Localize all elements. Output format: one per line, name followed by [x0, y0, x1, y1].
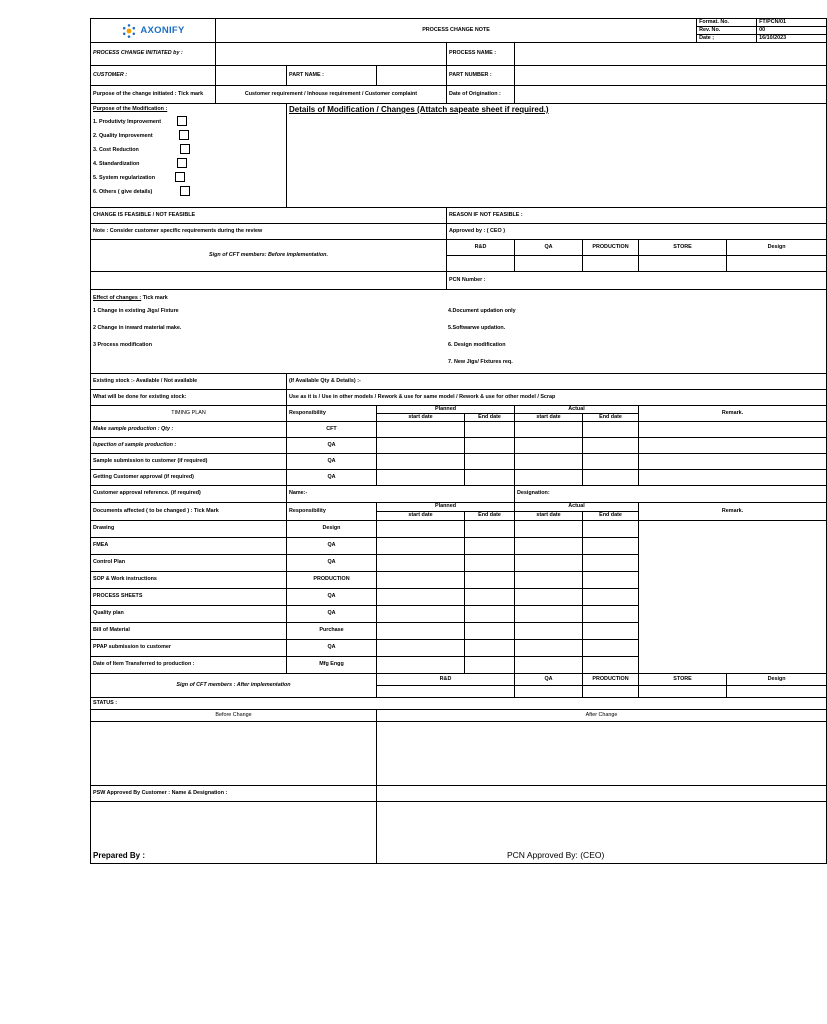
checkbox-cost[interactable]: [180, 144, 190, 154]
cell[interactable]: [515, 538, 583, 555]
psw-approved-field[interactable]: [377, 786, 827, 802]
what-done-label: What will be done for existing stock:: [91, 390, 287, 406]
table-row: [91, 470, 827, 486]
sign-before-design[interactable]: [727, 256, 827, 272]
table-row: [91, 454, 827, 470]
cell[interactable]: [377, 470, 465, 486]
cell[interactable]: [465, 438, 515, 454]
cell[interactable]: [377, 438, 465, 454]
cell[interactable]: [465, 623, 515, 640]
cell[interactable]: [515, 623, 583, 640]
cell[interactable]: [515, 521, 583, 538]
doc-name: Quality plan: [91, 606, 287, 623]
process-name-field[interactable]: [515, 43, 827, 66]
dept-production: PRODUCTION: [583, 240, 639, 256]
cell[interactable]: [583, 422, 639, 438]
cell[interactable]: [465, 470, 515, 486]
logo-cell: [91, 19, 216, 43]
docs-planned-header: Planned: [377, 503, 515, 512]
docs-actual-start: start date: [515, 512, 583, 521]
process-change-note-form: [90, 18, 827, 864]
purpose-modification-cell: [91, 104, 287, 208]
cell[interactable]: [377, 572, 465, 589]
cell[interactable]: [583, 521, 639, 538]
cell[interactable]: [465, 454, 515, 470]
modification-item: 5. System regularization: [93, 171, 284, 185]
actual-end-header: End date: [583, 414, 639, 422]
cell[interactable]: [515, 454, 583, 470]
planned-end-header: End date: [465, 414, 515, 422]
cell[interactable]: [583, 538, 639, 555]
use-options[interactable]: Use as it is / Use in other models / Rework & use for same model / Rework & use for other model / Scrap: [287, 390, 827, 406]
sign-before-qa[interactable]: [515, 256, 583, 272]
sign-after-qa[interactable]: [515, 686, 583, 698]
actual-start-header: start date: [515, 414, 583, 422]
axonify-logo-icon: [121, 23, 137, 39]
format-no-value: FT/PCN/01: [757, 19, 827, 27]
effect-changes-cell[interactable]: [91, 290, 827, 374]
details-modification-cell[interactable]: [287, 104, 827, 208]
cell[interactable]: [377, 657, 465, 674]
doc-resp: QA: [287, 538, 377, 555]
cell[interactable]: [465, 422, 515, 438]
checkbox-quality[interactable]: [179, 130, 189, 140]
name-label[interactable]: Name:-: [287, 486, 515, 503]
modification-item: 1. Produtivty Improvement: [93, 115, 284, 129]
timing-resp: QA: [287, 470, 377, 486]
logo-text: AXONIFY: [140, 24, 185, 36]
cell[interactable]: [639, 422, 827, 438]
effect-item: 5.Softwarwe updation.: [448, 325, 506, 331]
cell[interactable]: [465, 640, 515, 657]
cell[interactable]: [515, 640, 583, 657]
cell[interactable]: [583, 555, 639, 572]
cell[interactable]: [377, 640, 465, 657]
pcn-number-label: PCN Number :: [447, 272, 827, 290]
cell[interactable]: [639, 470, 827, 486]
sign-before-rnd[interactable]: [447, 256, 515, 272]
prepared-by-cell[interactable]: [91, 802, 377, 864]
doc-name: FMEA: [91, 538, 287, 555]
rev-no-value: 00: [757, 27, 827, 35]
docs-actual-header: Actual: [515, 503, 639, 512]
dept-rnd: R&D: [447, 240, 515, 256]
if-available-label: (If Available Qty & Details) :-: [287, 374, 827, 390]
doc-resp: Purchase: [287, 623, 377, 640]
cell[interactable]: [377, 454, 465, 470]
note-text: Note : Consider customer specific requirements during the review: [91, 224, 447, 240]
doc-resp: QA: [287, 589, 377, 606]
cell[interactable]: [515, 470, 583, 486]
cell[interactable]: [583, 657, 639, 674]
cell[interactable]: [465, 521, 515, 538]
cell[interactable]: [515, 657, 583, 674]
cell[interactable]: [515, 555, 583, 572]
modification-item: 6. Others ( give details): [93, 185, 284, 199]
docs-title: Documents affected ( to be changed ) : Tick Mark: [91, 503, 287, 521]
effect-item: 2 Change in inward material make.: [93, 325, 182, 331]
timing-plan-title: TIMING PLAN: [91, 406, 287, 422]
sign-before-label: Sign of CFT members: Before implementation.: [91, 240, 447, 272]
timing-task: Make sample production : Qty :: [91, 422, 287, 438]
designation-label[interactable]: Designation:: [515, 486, 827, 503]
checkbox-productivity[interactable]: [177, 116, 187, 126]
details-modification-title: Details of Modification / Changes (Attatch sapeate sheet if required.): [289, 105, 549, 114]
dept-qa: QA: [515, 674, 583, 686]
cell[interactable]: [515, 422, 583, 438]
table-row: [91, 521, 827, 538]
doc-name: SOP & Work instructions: [91, 572, 287, 589]
doc-name: Date of Item Transferred to production :: [91, 657, 287, 674]
after-change-area[interactable]: [377, 722, 827, 786]
docs-planned-start: start date: [377, 512, 465, 521]
cell[interactable]: [465, 555, 515, 572]
docs-responsibility-header: Responsibility: [287, 503, 377, 521]
customer-field[interactable]: [216, 66, 287, 86]
form-title: PROCESS CHANGE NOTE: [216, 19, 697, 43]
checkbox-system[interactable]: [175, 172, 185, 182]
cell[interactable]: [377, 422, 465, 438]
customer-label: CUSTOMER :: [91, 66, 216, 86]
format-no-label: Format. No.: [697, 19, 757, 27]
cell[interactable]: [583, 623, 639, 640]
dept-store: STORE: [639, 674, 727, 686]
before-change-area[interactable]: [91, 722, 377, 786]
sign-after-store[interactable]: [639, 686, 727, 698]
timing-resp: CFT: [287, 422, 377, 438]
cell[interactable]: [465, 572, 515, 589]
before-change-header: Before Change: [91, 710, 377, 722]
initiated-by-field[interactable]: [216, 43, 447, 66]
process-name-label: PROCESS NAME :: [447, 43, 515, 66]
part-number-field[interactable]: [515, 66, 827, 86]
purpose-modification-title: Purpose of the Modification :: [93, 106, 168, 112]
doc-resp: Mfg Engg: [287, 657, 377, 674]
cell[interactable]: [583, 606, 639, 623]
sign-after-label: Sign of CFT members : After implementation: [91, 674, 377, 698]
cell[interactable]: [377, 538, 465, 555]
sign-before-production[interactable]: [583, 256, 639, 272]
sign-before-store[interactable]: [639, 256, 727, 272]
effect-item: 7. New Jigs/ Fixtures req.: [448, 359, 513, 365]
sign-after-production[interactable]: [583, 686, 639, 698]
planned-header: Planned: [377, 406, 515, 414]
table-row: [91, 422, 827, 438]
date-origination-label: Date of Origination :: [447, 86, 515, 104]
cell[interactable]: [377, 521, 465, 538]
effect-item: 1 Change in existing Jigs/ Fixture: [93, 308, 179, 314]
modification-item: 3. Cost Reduction: [93, 143, 284, 157]
doc-resp: Design: [287, 521, 377, 538]
cell[interactable]: [465, 657, 515, 674]
checkbox-others[interactable]: [180, 186, 190, 196]
effect-tick: Tick mark: [142, 295, 168, 301]
prepared-by-label: Prepared By :: [93, 851, 146, 861]
dept-rnd: R&D: [377, 674, 515, 686]
cell[interactable]: [639, 438, 827, 454]
doc-resp: QA: [287, 606, 377, 623]
part-name-field[interactable]: [377, 66, 447, 86]
feasible-label[interactable]: CHANGE IS FEASIBLE / NOT FEASIBLE: [91, 208, 447, 224]
cell[interactable]: [377, 623, 465, 640]
timing-task: Ispection of sample production :: [91, 438, 287, 454]
docs-actual-end: End date: [583, 512, 639, 521]
cell[interactable]: [515, 606, 583, 623]
timing-task: Sample submission to customer (if required): [91, 454, 287, 470]
responsibility-header: Responsibility: [287, 406, 377, 422]
doc-name: Bill of Material: [91, 623, 287, 640]
dept-design: Design: [727, 240, 827, 256]
doc-resp: PRODUCTION: [287, 572, 377, 589]
table-row: [91, 438, 827, 454]
cell[interactable]: [377, 606, 465, 623]
cell[interactable]: [377, 555, 465, 572]
cell[interactable]: [465, 538, 515, 555]
cell[interactable]: [583, 589, 639, 606]
cell[interactable]: [639, 454, 827, 470]
doc-name: Drawing: [91, 521, 287, 538]
sign-after-rnd[interactable]: [377, 686, 515, 698]
timing-resp: QA: [287, 454, 377, 470]
part-number-label: PART NUMBER :: [447, 66, 515, 86]
cell[interactable]: [515, 589, 583, 606]
actual-header: Actual: [515, 406, 639, 414]
cell[interactable]: [515, 438, 583, 454]
date-origination-field[interactable]: [515, 86, 827, 104]
dept-store: STORE: [639, 240, 727, 256]
cell[interactable]: [583, 470, 639, 486]
modification-item: 2. Quality Improvement: [93, 129, 284, 143]
modification-item: 4. Standardization: [93, 157, 284, 171]
doc-resp: QA: [287, 555, 377, 572]
cell[interactable]: [465, 589, 515, 606]
initiated-by-label: PROCESS CHANGE INITIATED by :: [91, 43, 216, 66]
planned-start-header: start date: [377, 414, 465, 422]
checkbox-standardization[interactable]: [177, 158, 187, 168]
reason-label: REASON IF NOT FEASIBLE :: [447, 208, 827, 224]
cust-ref-label: Customer approval reference. (if required): [91, 486, 287, 503]
timing-resp: QA: [287, 438, 377, 454]
docs-remark-cell[interactable]: [639, 521, 827, 674]
effect-item: 3 Process modification: [93, 342, 153, 348]
timing-task: Getting Customer approval (if required): [91, 470, 287, 486]
sign-after-design[interactable]: [727, 686, 827, 698]
date-label: Date ;: [697, 35, 757, 43]
pcn-blank: [91, 272, 447, 290]
cell[interactable]: [377, 589, 465, 606]
dept-design: Design: [727, 674, 827, 686]
status-label[interactable]: STATUS :: [91, 698, 827, 710]
cell[interactable]: [583, 640, 639, 657]
cell[interactable]: [515, 572, 583, 589]
approved-by-label: Approved by : ( CEO ): [447, 224, 827, 240]
remark-header: Remark.: [639, 406, 827, 422]
doc-name: PROCESS SHEETS: [91, 589, 287, 606]
docs-remark-header: Remark.: [639, 503, 827, 521]
purpose-options[interactable]: Customer requirement / Inhouse requirement / Customer complaint: [216, 86, 447, 104]
cell[interactable]: [583, 454, 639, 470]
psw-approved-label: PSW Approved By Customer : Name & Designation :: [91, 786, 377, 802]
effect-title: Effect of changes :: [93, 295, 142, 301]
docs-planned-end: End date: [465, 512, 515, 521]
cell[interactable]: [465, 606, 515, 623]
dept-qa: QA: [515, 240, 583, 256]
doc-name: Control Plan: [91, 555, 287, 572]
effect-item: 4.Document updation only: [448, 308, 516, 314]
doc-name: PPAP submission to customer: [91, 640, 287, 657]
cell[interactable]: [583, 438, 639, 454]
dept-production: PRODUCTION: [583, 674, 639, 686]
rev-no-label: Rev. No.: [697, 27, 757, 35]
doc-resp: QA: [287, 640, 377, 657]
after-change-header: After Change: [377, 710, 827, 722]
part-name-label: PART NAME :: [287, 66, 377, 86]
pcn-approved-cell[interactable]: [377, 802, 827, 864]
purpose-initiated-label: Purpose of the change initiated : Tick mark: [91, 86, 216, 104]
effect-item: 6. Design modification: [448, 342, 506, 348]
date-value: 16/10/2023: [757, 35, 827, 43]
existing-stock-label[interactable]: Existing stock :- Available / Not available: [91, 374, 287, 390]
pcn-approved-label: PCN Approved By: (CEO): [507, 850, 605, 861]
cell[interactable]: [583, 572, 639, 589]
